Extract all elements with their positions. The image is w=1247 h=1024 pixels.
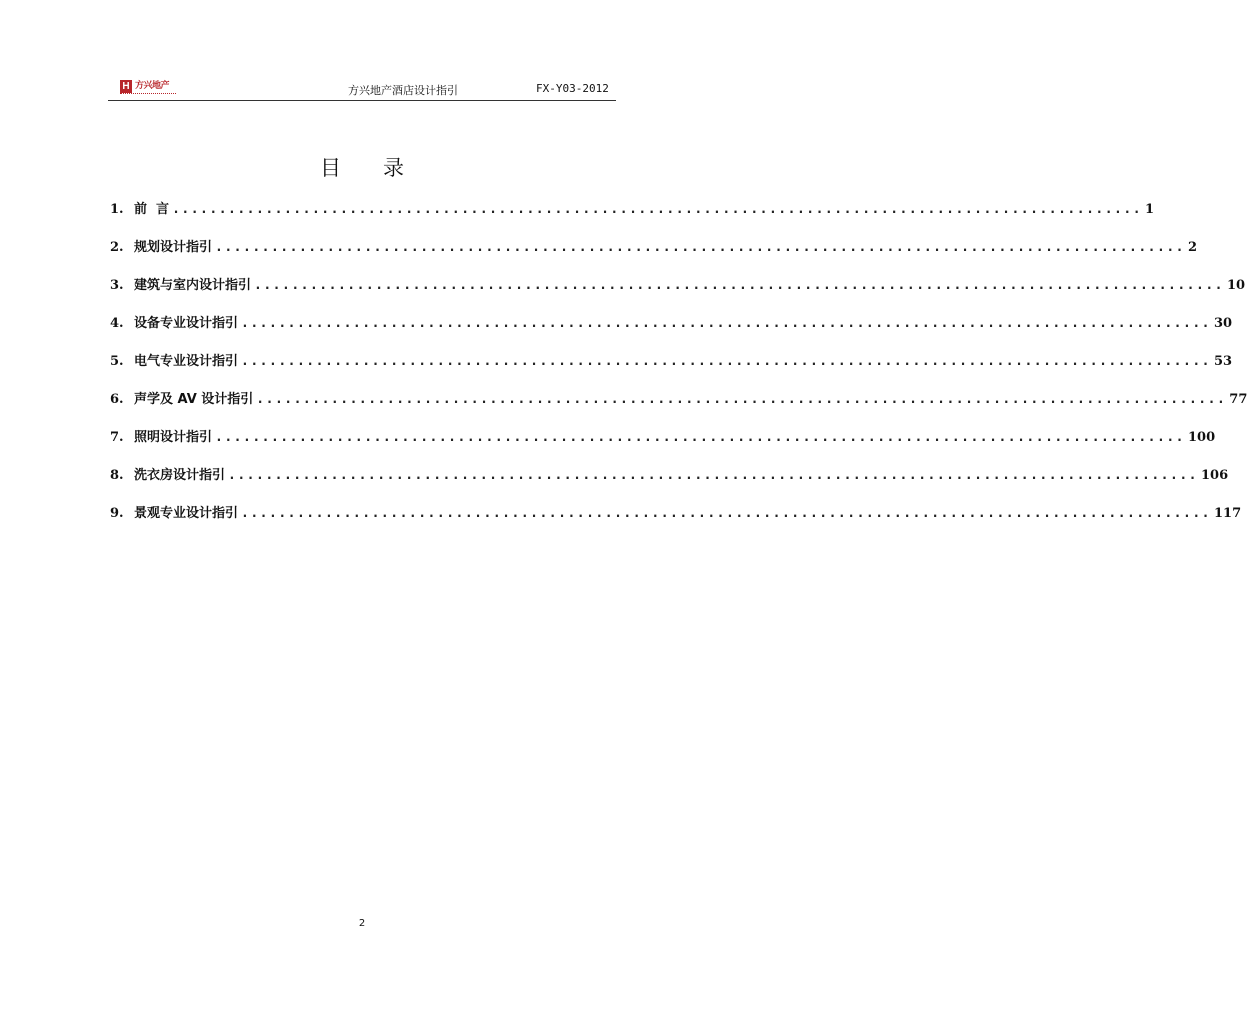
toc-entry-label: 洗衣房设计指引: [134, 468, 226, 483]
toc-entry-label: 电气专业设计指引: [134, 354, 239, 369]
toc-entry-page: 77: [1229, 392, 1247, 407]
toc-entry-number: 3.: [110, 278, 124, 293]
toc-entry-number: 9.: [110, 506, 124, 521]
logo-underline: [120, 93, 176, 96]
toc-entry[interactable]: [110, 198, 1155, 218]
toc-entry[interactable]: [110, 236, 1198, 256]
document-code: FX-Y03-2012: [536, 82, 609, 95]
toc-entry[interactable]: [110, 464, 1229, 484]
toc-leader-dots: ........................................................................................................: [215, 430, 1185, 445]
logo-text: 方兴地产: [135, 81, 170, 91]
toc-entry-page: 106: [1201, 468, 1229, 483]
toc-entry-label: 声学及 AV 设计指引: [134, 392, 254, 407]
toc-leader-dots: ........................................................................................................: [241, 354, 1211, 369]
toc-entry-number: 4.: [110, 316, 124, 331]
toc-leader-dots: ........................................................................................................: [172, 202, 1143, 217]
toc-entry[interactable]: [110, 350, 1233, 370]
page-number: 2: [358, 918, 366, 929]
toc-entry-page: 53: [1214, 354, 1233, 369]
document-title: 方兴地产酒店设计指引: [348, 84, 458, 97]
toc-entry[interactable]: [110, 312, 1233, 332]
toc-entry[interactable]: [110, 502, 1242, 522]
toc-heading-left: 目: [320, 156, 341, 180]
toc-leader-dots: ........................................................................................................: [215, 240, 1185, 255]
toc-heading-right: 录: [383, 156, 404, 180]
toc-entry-page: 100: [1188, 430, 1216, 445]
toc-entry-page: 2: [1188, 240, 1198, 255]
toc-entry-page: 117: [1214, 506, 1242, 521]
toc-leader-dots: ........................................................................................................: [256, 392, 1227, 407]
toc-entry-label: 景观专业设计指引: [134, 506, 239, 521]
toc-entry-number: 1.: [110, 202, 124, 217]
toc-entry[interactable]: [110, 388, 1247, 408]
toc-entry-label: 建筑与室内设计指引: [134, 278, 252, 293]
toc-leader-dots: ........................................................................................................: [241, 506, 1211, 521]
toc-entry-page: 1: [1145, 202, 1155, 217]
company-logo: [120, 80, 190, 98]
toc-leader-dots: ........................................................................................................: [254, 278, 1224, 293]
toc-heading: [0, 152, 724, 182]
toc-entry-label: 照明设计指引: [134, 430, 213, 445]
toc-entry-number: 6.: [110, 392, 124, 407]
toc-entry-label: 规划设计指引: [134, 240, 213, 255]
logo-mark: H: [120, 80, 132, 93]
toc-entry-number: 5.: [110, 354, 124, 369]
toc-leader-dots: ........................................................................................................: [228, 468, 1198, 483]
toc-entry-label: 设备专业设计指引: [134, 316, 239, 331]
toc-entry-page: 10: [1227, 278, 1246, 293]
toc-entry-page: 30: [1214, 316, 1233, 331]
toc-entry-label: 前 言: [134, 202, 170, 217]
toc-entry[interactable]: [110, 426, 1216, 446]
toc-leader-dots: ........................................................................................................: [241, 316, 1211, 331]
toc-entry-number: 8.: [110, 468, 124, 483]
toc-entry[interactable]: [110, 274, 1246, 294]
toc-entry-number: 7.: [110, 430, 124, 445]
page-header: [108, 76, 616, 101]
toc-entry-number: 2.: [110, 240, 124, 255]
